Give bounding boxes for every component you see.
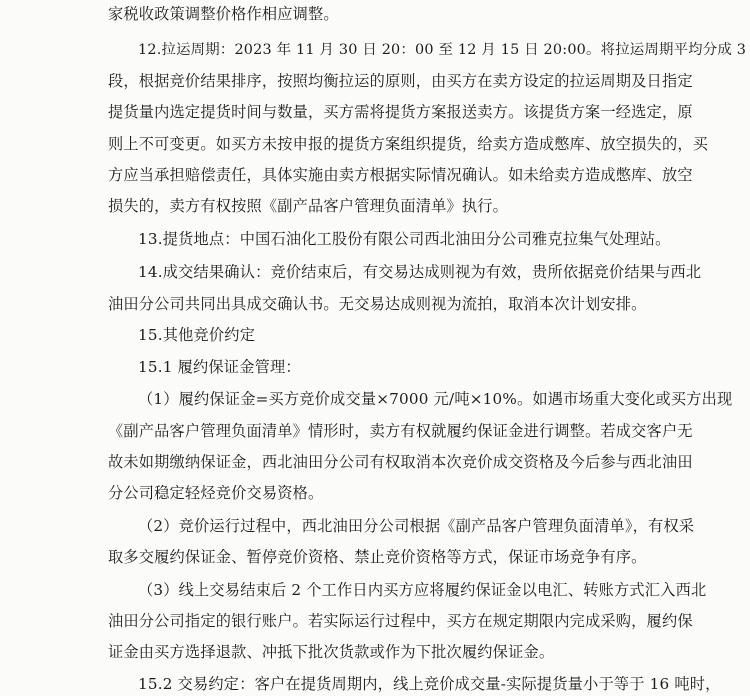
- text-line: 家税收政策调整价格作相应调整。: [108, 5, 339, 23]
- text-line: 故未如期缴纳保证金，西北油田分公司有权取消本次竞价成交资格及今后参与西北油田: [108, 453, 693, 471]
- subsection-heading: 15.1 履约保证金管理：: [138, 358, 301, 376]
- text-line: 油田分公司指定的银行账户。若实际运行过程中，买方在规定期限内完成采购，履约保: [108, 612, 693, 630]
- text-line: 证金由买方选择退款、冲抵下批次货款或作为下批次履约保证金。: [108, 643, 555, 661]
- text-line: 15.2 交易约定：客户在提货周期内，线上竞价成交量-实际提货量小于等于 16 吨时，: [138, 675, 721, 693]
- text-line: 油田分公司共同出具成交确认书。无交易达成则视为流拍，取消本次计划安排。: [108, 295, 647, 313]
- text-line: 《副产品客户管理负面清单》情形时，卖方有权就履约保证金进行调整。若成交客户无: [108, 422, 693, 440]
- text-line: （3）线上交易结束后 2 个工作日内买方应将履约保证金以电汇、转账方式汇入西北: [138, 581, 707, 599]
- text-line: （1）履约保证金=买方竞价成交量×7000 元/吨×10%。如遇市场重大变化或买方出现: [138, 390, 733, 408]
- text-line: 损失的，卖方有权按照《副产品客户管理负面清单》执行。: [108, 197, 509, 215]
- text-line: 提货量内选定提货时间与数量，买方需将提货方案报送卖方。该提货方案一经选定，原: [108, 103, 693, 121]
- text-line: 13.提货地点：中国石油化工股份有限公司西北油田分公司雅克拉集气处理站。: [138, 230, 671, 248]
- text-line: 方应当承担赔偿责任，具体实施由卖方根据实际情况确认。如未给卖方造成憋库、放空: [108, 166, 693, 184]
- text-line: 12.拉运周期：2023 年 11 月 30 日 20：00 至 12 月 15 日 20:00。将拉运周期平均分成 3: [138, 42, 747, 58]
- section-heading: 15.其他竞价约定: [138, 326, 256, 344]
- text-line: 则上不可变更。如买方未按申报的提货方案组织提货，给卖方造成憋库、放空损失的，买: [108, 135, 709, 153]
- text-line: 14.成交结果确认：竞价结束后，有交易达成则视为有效，贵所依据竞价结果与西北: [138, 263, 702, 281]
- text-line: 分公司稳定轻烃竞价交易资格。: [108, 484, 324, 502]
- text-line: 取多交履约保证金、暂停竞价资格、禁止竞价资格等方式，保证市场竞争有序。: [108, 548, 647, 566]
- text-line: （2）竞价运行过程中，西北油田分公司根据《副产品客户管理负面清单》，有权采: [138, 517, 695, 535]
- text-line: 段，根据竞价结果排序，按照均衡拉运的原则，由买方在卖方设定的拉运周期及日指定: [108, 72, 693, 90]
